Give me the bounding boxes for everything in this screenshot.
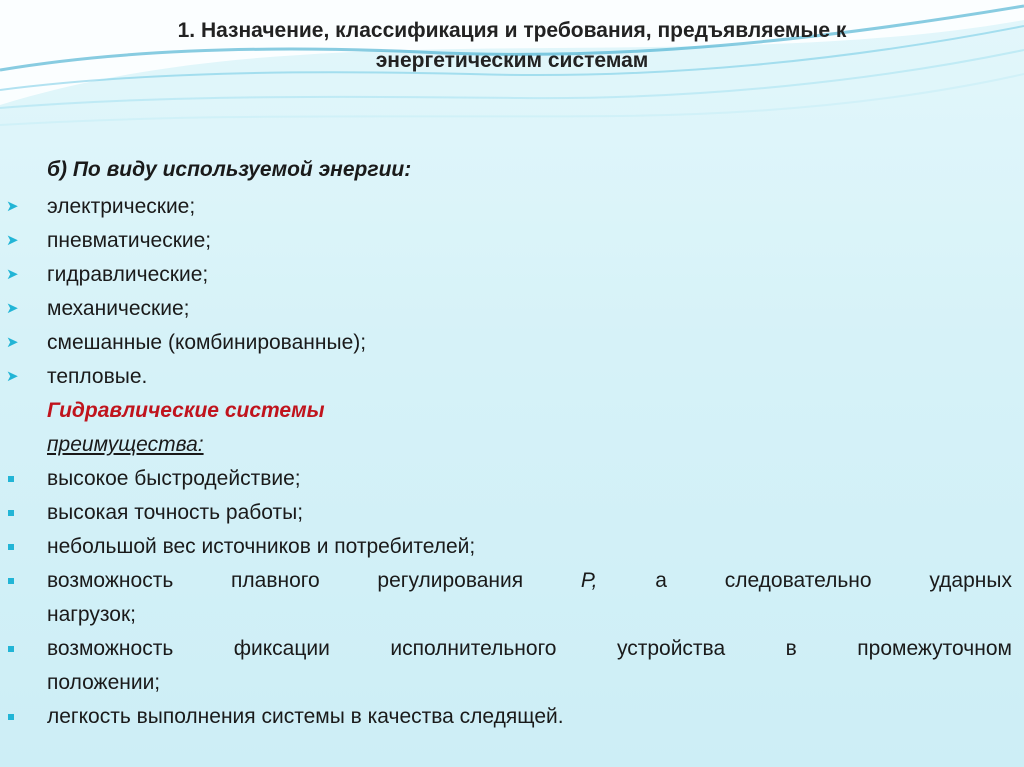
arrow-bullet-icon: ➤ — [6, 266, 19, 283]
title-line-2: энергетическим системам — [375, 49, 649, 72]
energy-list-item — [0, 360, 1024, 394]
word: регулирования — [377, 569, 524, 592]
advantage-item-text: высокая точность работы; — [47, 501, 304, 524]
page-title — [40, 16, 984, 76]
title-line-1: 1. Назначение, классификация и требования, предъявляемые к — [177, 19, 847, 42]
energy-list-item — [0, 190, 1024, 224]
energy-list-item-text: электрические; — [47, 195, 196, 218]
slide-content — [0, 150, 1024, 734]
advantage-item-text: небольшой вес источников и потребителей; — [47, 535, 476, 558]
advantage-item-line-1 — [47, 564, 1012, 598]
square-bullet-icon — [8, 578, 14, 584]
advantage-item-text: высокое быстродействие; — [47, 467, 301, 490]
advantage-item — [0, 530, 1024, 564]
energy-list-item-text: тепловые. — [47, 365, 148, 388]
advantage-item — [0, 632, 1024, 700]
hydraulic-systems-heading: Гидравлические системы — [47, 399, 325, 422]
arrow-bullet-icon: ➤ — [6, 368, 19, 385]
word: в — [785, 637, 797, 660]
energy-list-item-text: пневматические; — [47, 229, 212, 252]
advantage-item-line-1 — [47, 632, 1012, 666]
advantage-item — [0, 564, 1024, 632]
energy-list-item — [0, 258, 1024, 292]
square-bullet-icon — [8, 714, 14, 720]
word: плавного — [231, 569, 320, 592]
word: а — [655, 569, 667, 592]
advantage-item — [0, 700, 1024, 734]
square-bullet-icon — [8, 476, 14, 482]
energy-list-item — [0, 326, 1024, 360]
word: следовательно — [724, 569, 872, 592]
advantage-item-line-2: положении; — [47, 671, 161, 694]
word: ударных — [929, 569, 1012, 592]
advantage-item-text: легкость выполнения системы в качества следящей. — [47, 705, 564, 728]
square-bullet-icon — [8, 646, 14, 652]
word: возможность — [47, 637, 174, 660]
word: возможность — [47, 569, 174, 592]
arrow-bullet-icon: ➤ — [6, 334, 19, 351]
energy-list-item — [0, 224, 1024, 258]
energy-list-item-text: смешанные (комбинированные); — [47, 331, 367, 354]
advantage-item — [0, 462, 1024, 496]
arrow-bullet-icon: ➤ — [6, 198, 19, 215]
arrow-bullet-icon: ➤ — [6, 232, 19, 249]
advantages-heading: преимущества: — [47, 433, 204, 456]
arrow-bullet-icon: ➤ — [6, 300, 19, 317]
advantage-item — [0, 496, 1024, 530]
advantage-item-line-2: нагрузок; — [47, 603, 136, 626]
energy-list-item — [0, 292, 1024, 326]
word-italic: Р, — [580, 569, 598, 592]
word: исполнительного — [390, 637, 557, 660]
energy-list-item-text: механические; — [47, 297, 190, 320]
word: фиксации — [233, 637, 330, 660]
square-bullet-icon — [8, 544, 14, 550]
energy-list-item-text: гидравлические; — [47, 263, 209, 286]
word: устройства — [616, 637, 726, 660]
energy-type-heading: б) По виду используемой энергии: — [47, 158, 412, 181]
word: промежуточном — [857, 637, 1012, 660]
square-bullet-icon — [8, 510, 14, 516]
